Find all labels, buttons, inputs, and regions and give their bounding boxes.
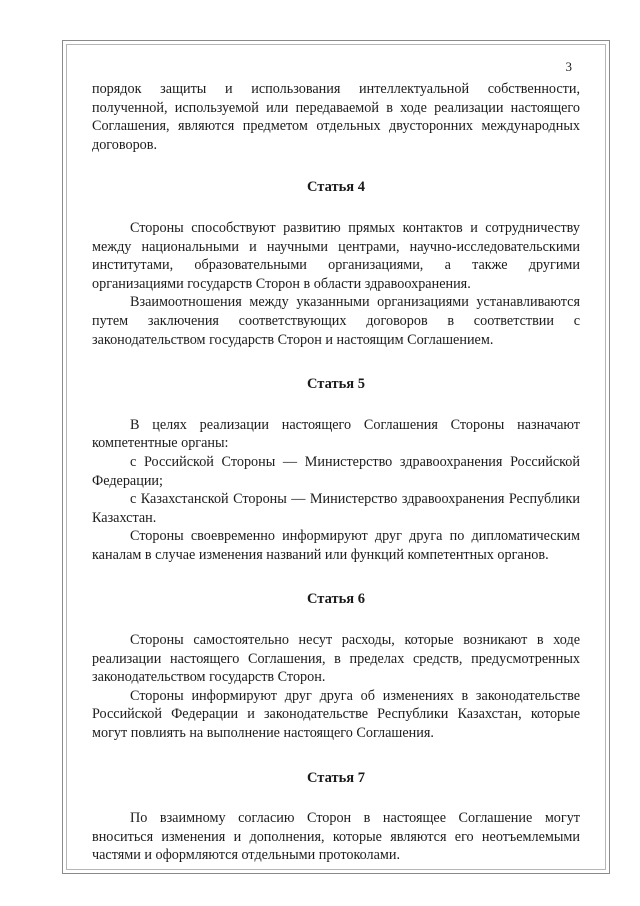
- article-5-paragraph-2: с Российской Стороны — Министерство здравоохранения Российской Федерации;: [92, 453, 580, 489]
- article-5-title: Статья 5: [307, 376, 365, 393]
- intro-paragraph: порядок защиты и использования интеллектуальной собственности, полученной, используемой или передаваемой в ходе реализации настоящего Соглашения, являются предметом отдельных двусторонних международных договоров.: [92, 81, 580, 153]
- article-5-paragraph-3: с Казахстанской Стороны — Министерство здравоохранения Республики Казахстан.: [92, 491, 580, 526]
- article-7-title: Статья 7: [307, 769, 365, 786]
- article-7-paragraph-1: По взаимному согласию Сторон в настоящее Соглашение могут вноситься изменения и дополнения, которые являются его неотъемлемыми частями и оформляются отдельными протоколами.: [92, 810, 580, 864]
- article-4-paragraph-1: Стороны способствуют развитию прямых контактов и сотрудничеству между национальными и научными центрами, научно-исследовательскими институтами, образовательными организациями, а также другими организациями государств Сторон в области здравоохранения.: [92, 219, 580, 292]
- article-4-title: Статья 4: [307, 179, 365, 196]
- article-6-title: Статья 6: [307, 591, 365, 608]
- article-5-paragraph-1: В целях реализации настоящего Соглашения Стороны назначают компетентные органы:: [92, 416, 580, 452]
- page-number: 3: [565, 59, 572, 74]
- article-6-paragraph-1: Стороны самостоятельно несут расходы, которые возникают в ходе реализации настоящего Соглашения, в пределах средств, предусмотренных законодательством государств Сторон.: [92, 632, 580, 686]
- document-body: [92, 58, 580, 865]
- article-6-paragraph-2: Стороны информируют друг друга об изменениях в законодательстве Российской Федерации и законодательстве Республики Казахстан, которые могут повлиять на выполнение настоящего Соглашения.: [92, 687, 580, 742]
- article-4-paragraph-2: Взаимоотношения между указанными организациями устанавливаются путем заключения соответствующих договоров в соответствии с законодательством государств Сторон и настоящим Соглашением.: [92, 294, 580, 348]
- article-5-paragraph-4: Стороны своевременно информируют друг друга по дипломатическим каналам в случае изменения названий или функций компетентных органов.: [92, 528, 580, 563]
